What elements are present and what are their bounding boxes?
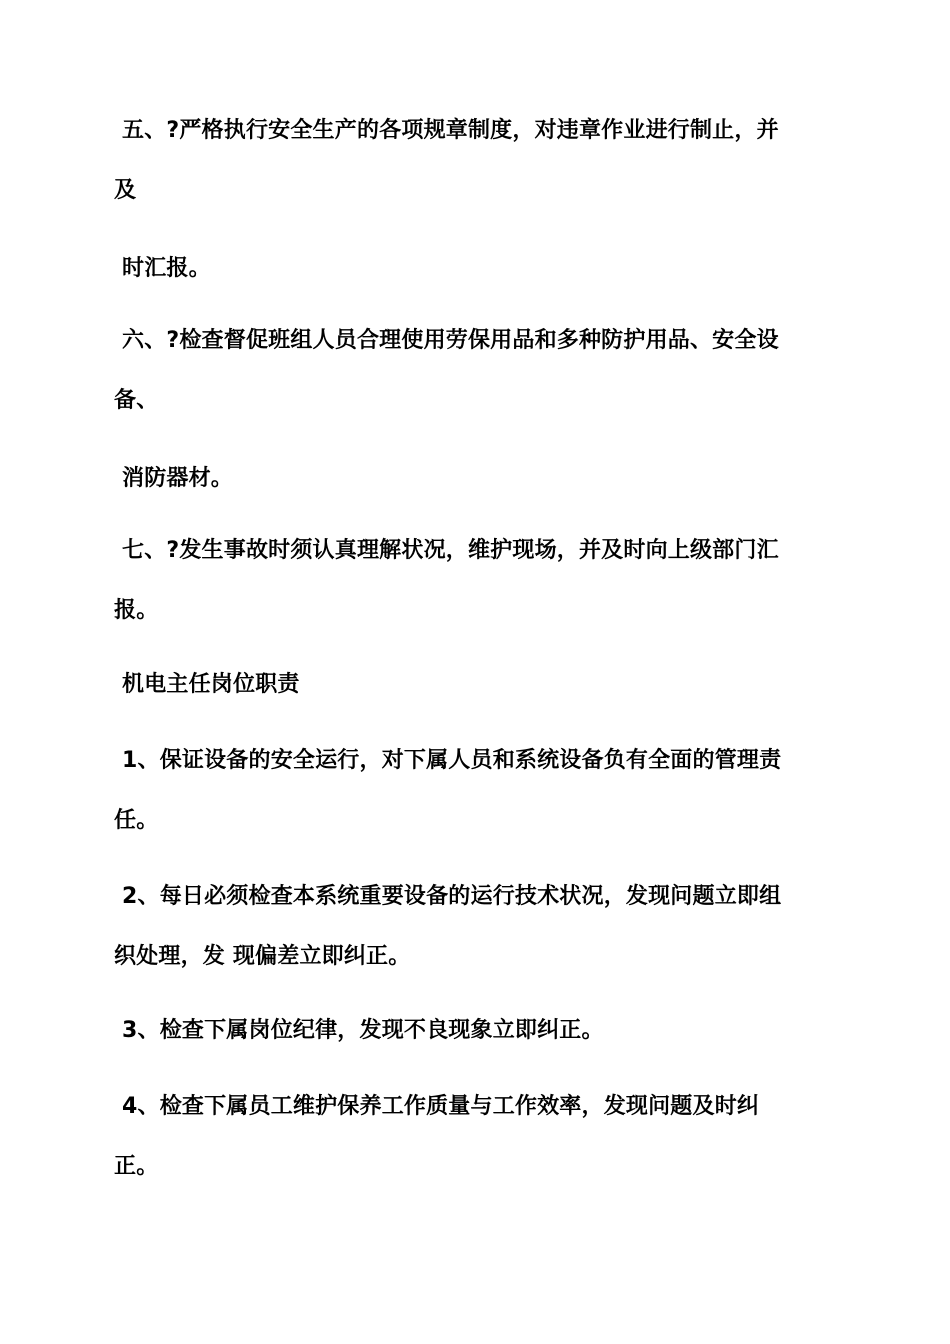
text-line-item-6-cont-1: 备、 <box>114 388 159 413</box>
text-line-item-7-cont: 报。 <box>114 598 159 623</box>
text-line-duty-2-cont: 织处理，发 现偏差立即纠正。 <box>114 944 411 969</box>
text-line-duty-3: 3、检查下属岗位纪律，发现不良现象立即纠正。 <box>122 1018 604 1043</box>
text-line-item-5: 五、?严格执行安全生产的各项规章制度，对违章作业进行制止，并 <box>122 118 779 143</box>
text-line-duty-4-cont: 正。 <box>114 1154 159 1179</box>
text-line-item-5-cont-2: 时汇报。 <box>122 256 211 281</box>
section-heading: 机电主任岗位职责 <box>122 672 300 697</box>
text-line-item-6: 六、?检查督促班组人员合理使用劳保用品和多种防护用品、安全设 <box>122 328 779 353</box>
text-line-duty-2: 2、每日必须检查本系统重要设备的运行技术状况，发现问题立即组 <box>122 884 782 909</box>
text-line-duty-1-cont: 任。 <box>114 808 159 833</box>
text-line-item-7: 七、?发生事故时须认真理解状况，维护现场，并及时向上级部门汇 <box>122 538 779 563</box>
text-line-item-5-cont-1: 及 <box>114 178 137 203</box>
text-line-duty-4: 4、检查下属员工维护保养工作质量与工作效率，发现问题及时纠 <box>122 1094 760 1119</box>
text-line-item-6-cont-2: 消防器材。 <box>122 466 234 491</box>
text-line-duty-1: 1、保证设备的安全运行，对下属人员和系统设备负有全面的管理责 <box>122 748 782 773</box>
